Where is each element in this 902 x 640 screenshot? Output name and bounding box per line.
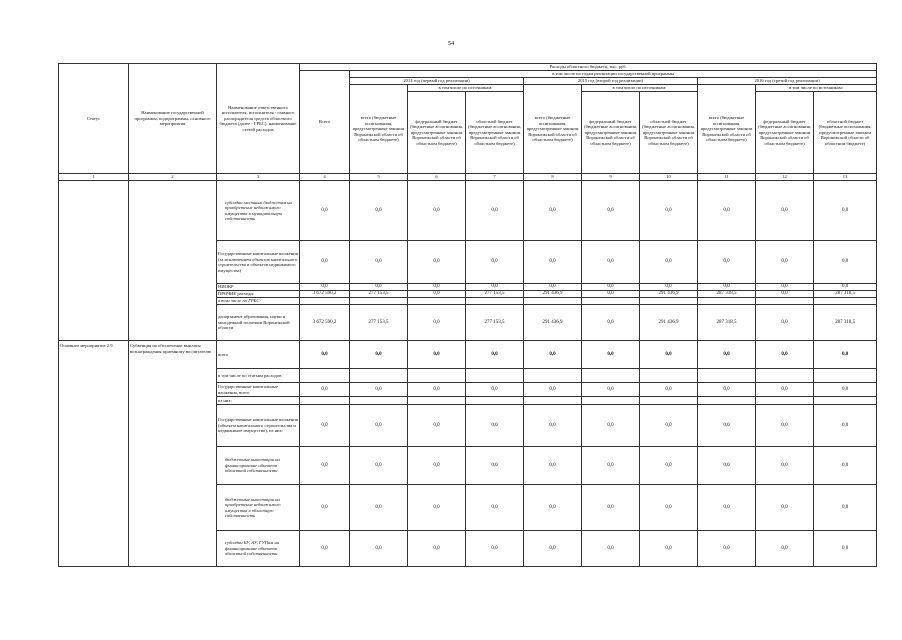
col-number: 8 xyxy=(524,174,582,181)
value-cell xyxy=(698,397,756,405)
value-cell: 0,0 xyxy=(640,405,698,447)
value-cell: 0,0 xyxy=(814,383,877,397)
value-cell: 0,0 xyxy=(756,291,814,298)
value-cell: 0,0 xyxy=(300,383,350,397)
header-2014-sources: в том числе по источникам: xyxy=(408,85,524,92)
value-cell: 0,0 xyxy=(466,284,524,291)
value-cell: 0,0 xyxy=(640,284,698,291)
value-cell xyxy=(408,369,466,383)
col-number: 12 xyxy=(756,174,814,181)
table-row xyxy=(59,181,877,241)
value-cell: 277 153,5 xyxy=(466,291,524,298)
value-cell: 0,0 xyxy=(408,531,466,567)
value-cell: 0,0 xyxy=(408,341,466,369)
col-number: 2 xyxy=(129,174,217,181)
value-cell: 0,0 xyxy=(524,383,582,397)
value-cell: 0,0 xyxy=(408,241,466,284)
expense-label: ПРОЧИЕ расходы xyxy=(217,291,300,298)
value-cell xyxy=(466,397,524,405)
value-cell: 0,0 xyxy=(524,284,582,291)
value-cell: 0,0 xyxy=(350,284,408,291)
value-cell: 0,0 xyxy=(582,341,640,369)
value-cell xyxy=(756,298,814,305)
value-cell: 3 672 590,2 xyxy=(300,305,350,341)
value-cell: 0,0 xyxy=(466,485,524,531)
value-cell: 0,0 xyxy=(756,181,814,241)
value-cell: 0,0 xyxy=(698,284,756,291)
value-cell: 0,0 xyxy=(300,284,350,291)
header-2016-sources: в том числе по источникам: xyxy=(756,85,877,92)
expense-label: бюджетные инвестиции на финансирование объектов областной собственности xyxy=(217,447,300,485)
expense-label: в том числе по ГРБС: xyxy=(217,298,300,305)
expense-label: бюджетные инвестиции на приобретение недвижимого имущества в областную собственность xyxy=(217,485,300,531)
header-status: Статус xyxy=(59,64,129,174)
value-cell: 0,0 xyxy=(524,485,582,531)
value-cell xyxy=(640,298,698,305)
value-cell: 0,0 xyxy=(524,447,582,485)
value-cell: 0,0 xyxy=(350,447,408,485)
table-row xyxy=(59,341,877,369)
value-cell: 0,0 xyxy=(756,405,814,447)
value-cell: 0,0 xyxy=(640,241,698,284)
col-number: 9 xyxy=(582,174,640,181)
value-cell: 0,0 xyxy=(350,485,408,531)
status-cell: Основное мероприятие 2.9 xyxy=(59,341,129,567)
value-cell: 287 318,5 xyxy=(698,305,756,341)
header-expenses: Расходы областного бюджета, тыс. руб. xyxy=(300,64,877,71)
value-cell: 0,0 xyxy=(466,405,524,447)
value-cell xyxy=(756,397,814,405)
col-number: 6 xyxy=(408,174,466,181)
value-cell: 277 153,5 xyxy=(350,291,408,298)
value-cell: 0,0 xyxy=(466,241,524,284)
header-2014-total: всего (бюджетные ассигнования, предусмотренные законом Воронежской области об областном бюджете) xyxy=(350,85,408,174)
value-cell: 0,0 xyxy=(814,341,877,369)
value-cell: 0,0 xyxy=(300,341,350,369)
value-cell: 0,0 xyxy=(814,531,877,567)
value-cell: 0,0 xyxy=(640,383,698,397)
value-cell: 0,0 xyxy=(582,181,640,241)
value-cell: 0,0 xyxy=(582,447,640,485)
value-cell: 291 436,9 xyxy=(524,305,582,341)
value-cell: 0,0 xyxy=(756,284,814,291)
value-cell xyxy=(756,369,814,383)
value-cell: 0,0 xyxy=(466,531,524,567)
value-cell: 0,0 xyxy=(524,241,582,284)
value-cell: 277 153,5 xyxy=(466,305,524,341)
col-number: 4 xyxy=(300,174,350,181)
value-cell: 0,0 xyxy=(350,383,408,397)
value-cell: 0,0 xyxy=(756,305,814,341)
value-cell: 0,0 xyxy=(466,181,524,241)
value-cell: 0,0 xyxy=(814,181,877,241)
expense-label: из них: xyxy=(217,397,300,405)
value-cell: 287 318,5 xyxy=(814,291,877,298)
value-cell xyxy=(582,397,640,405)
value-cell: 0,0 xyxy=(640,447,698,485)
expense-label: в том числе по статьям расходов xyxy=(217,369,300,383)
value-cell: 0,0 xyxy=(756,383,814,397)
value-cell: 0,0 xyxy=(698,181,756,241)
value-cell: 0,0 xyxy=(524,181,582,241)
value-cell: 0,0 xyxy=(300,241,350,284)
value-cell: 0,0 xyxy=(300,485,350,531)
value-cell: 0,0 xyxy=(524,531,582,567)
header-2015-federal: федеральный бюджет (бюджетные ассигнования, предусмотренные законом Воронежской области об областном бюджете) xyxy=(582,92,640,174)
header-2015-sources: в том числе по источникам: xyxy=(582,85,698,92)
value-cell: 0,0 xyxy=(408,181,466,241)
value-cell: 0,0 xyxy=(582,531,640,567)
value-cell xyxy=(582,298,640,305)
value-cell: 0,0 xyxy=(408,405,466,447)
value-cell xyxy=(640,369,698,383)
header-2014-federal: федеральный бюджет (бюджетные ассигнования, предусмотренные законом Воронежской области об областном бюджете) xyxy=(408,92,466,174)
col-number: 10 xyxy=(640,174,698,181)
value-cell: 0,0 xyxy=(466,383,524,397)
value-cell xyxy=(524,298,582,305)
value-cell xyxy=(350,298,408,305)
col-number: 7 xyxy=(466,174,524,181)
value-cell: 0,0 xyxy=(300,181,350,241)
expense-label: НИОКР xyxy=(217,284,300,291)
header-total: Всего xyxy=(300,71,350,174)
value-cell: 0,0 xyxy=(698,405,756,447)
header-2016-regional: областной бюджет (бюджетные ассигнования, предусмотренные законом Воронежской области об областном бюджете) xyxy=(814,92,877,174)
value-cell: 0,0 xyxy=(408,305,466,341)
value-cell: 0,0 xyxy=(814,284,877,291)
col-number: 13 xyxy=(814,174,877,181)
value-cell: 0,0 xyxy=(466,447,524,485)
value-cell: 0,0 xyxy=(756,341,814,369)
value-cell: 0,0 xyxy=(698,241,756,284)
value-cell xyxy=(814,397,877,405)
value-cell: 0,0 xyxy=(582,405,640,447)
value-cell xyxy=(300,397,350,405)
value-cell xyxy=(814,369,877,383)
value-cell xyxy=(300,369,350,383)
page-number: 54 xyxy=(447,40,455,47)
value-cell xyxy=(408,298,466,305)
value-cell: 0,0 xyxy=(350,181,408,241)
value-cell: 0,0 xyxy=(300,447,350,485)
value-cell xyxy=(814,298,877,305)
header-2016-total: всего (бюджетные ассигнования, предусмотренные законом Воронежской области об областном бюджете) xyxy=(698,85,756,174)
col-number: 3 xyxy=(217,174,300,181)
value-cell: 0,0 xyxy=(300,531,350,567)
value-cell xyxy=(524,369,582,383)
value-cell: 0,0 xyxy=(814,485,877,531)
value-cell: 0,0 xyxy=(640,485,698,531)
value-cell: 0,0 xyxy=(350,241,408,284)
value-cell xyxy=(698,298,756,305)
budget-table xyxy=(58,63,877,567)
value-cell: 287 318,5 xyxy=(698,291,756,298)
value-cell: 0,0 xyxy=(350,341,408,369)
value-cell: 0,0 xyxy=(814,447,877,485)
header-year-2015: 2015 год (второй год реализации) xyxy=(524,78,698,85)
value-cell: 0,0 xyxy=(582,284,640,291)
program-cell: Субвенция на обеспечение выплаты вознаграждения приемному воспитателю xyxy=(129,341,217,567)
value-cell: 0,0 xyxy=(640,341,698,369)
value-cell: 0,0 xyxy=(756,531,814,567)
value-cell: 0,0 xyxy=(408,291,466,298)
value-cell: 0,0 xyxy=(408,284,466,291)
value-cell: 0,0 xyxy=(582,291,640,298)
value-cell: 277 153,5 xyxy=(350,305,408,341)
value-cell xyxy=(466,369,524,383)
value-cell: 0,0 xyxy=(698,341,756,369)
expense-label: Государственные капитальные вложения (объекты капитального строительства и недвижимое имущество), из них: xyxy=(217,405,300,447)
value-cell: 0,0 xyxy=(756,485,814,531)
value-cell: 0,0 xyxy=(698,531,756,567)
expense-label: субсидии БУ, АУ, ГУПам на финансирование объектов областной собственности xyxy=(217,531,300,567)
value-cell: 0,0 xyxy=(466,341,524,369)
expense-label: Государственные капитальные вложения, всего xyxy=(217,383,300,397)
value-cell: 0,0 xyxy=(582,383,640,397)
value-cell xyxy=(350,369,408,383)
col-number: 1 xyxy=(59,174,129,181)
header-program-name: Наименование государственной программы, подпрограммы, основного мероприятия xyxy=(129,64,217,174)
value-cell: 0,0 xyxy=(698,447,756,485)
value-cell xyxy=(524,397,582,405)
value-cell: 0,0 xyxy=(640,181,698,241)
value-cell: 0,0 xyxy=(582,305,640,341)
value-cell: 0,0 xyxy=(698,383,756,397)
value-cell: 0,0 xyxy=(300,405,350,447)
value-cell xyxy=(698,369,756,383)
value-cell: 0,0 xyxy=(350,405,408,447)
header-2014-regional: областной бюджет (бюджетные ассигнования, предусмотренные законом Воронежской области об областном бюджете) xyxy=(466,92,524,174)
value-cell: 0,0 xyxy=(350,531,408,567)
value-cell: 287 318,5 xyxy=(814,305,877,341)
header-year-2014: 2014 год (первый год реализации) xyxy=(350,78,524,85)
value-cell xyxy=(640,397,698,405)
value-cell: 0,0 xyxy=(524,405,582,447)
header-2015-regional: областной бюджет (бюджетные ассигнования, предусмотренные законом Воронежской области об областном бюджете) xyxy=(640,92,698,174)
value-cell xyxy=(300,298,350,305)
value-cell: 0,0 xyxy=(814,241,877,284)
value-cell: 0,0 xyxy=(408,447,466,485)
value-cell: 291 436,9 xyxy=(640,291,698,298)
value-cell xyxy=(466,298,524,305)
expense-label: всего xyxy=(217,341,300,369)
value-cell: 0,0 xyxy=(640,531,698,567)
value-cell: 0,0 xyxy=(524,341,582,369)
program-cell xyxy=(129,181,217,341)
value-cell xyxy=(582,369,640,383)
status-cell xyxy=(59,181,129,341)
value-cell: 291 436,9 xyxy=(640,305,698,341)
value-cell: 0,0 xyxy=(582,485,640,531)
col-number: 5 xyxy=(350,174,408,181)
header-2016-federal: федеральный бюджет (бюджетные ассигнования, предусмотренные законом Воронежской области об областном бюджете) xyxy=(756,92,814,174)
header-executor: Наименование ответственного исполнителя, исполнителя - главного распорядителя средств областного бюджета (далее - ГРБС), наименование статей расходов xyxy=(217,64,300,174)
value-cell: 0,0 xyxy=(756,447,814,485)
header-2015-total: всего (бюджетные ассигнования, предусмотренные законом Воронежской области об областном бюджете) xyxy=(524,85,582,174)
expense-label: субсидии местным бюджетам на приобретение недвижимого имущества в муниципальную собственность xyxy=(217,181,300,241)
value-cell: 0,0 xyxy=(756,241,814,284)
header-year-2016: 2016 год (третий год реализации) xyxy=(698,78,877,85)
header-by-years: в том числе по годам реализации государственной программы xyxy=(350,71,877,78)
value-cell: 3 672 590,2 xyxy=(300,291,350,298)
column-number-row xyxy=(59,174,877,181)
value-cell: 0,0 xyxy=(814,405,877,447)
value-cell: 0,0 xyxy=(408,485,466,531)
expense-label: Государственные капитальные вложения (за исключением объектов капитального строительства и объектов недвижимого имущества) xyxy=(217,241,300,284)
value-cell xyxy=(408,397,466,405)
value-cell xyxy=(350,397,408,405)
value-cell: 0,0 xyxy=(582,241,640,284)
value-cell: 0,0 xyxy=(408,383,466,397)
value-cell: 291 436,9 xyxy=(524,291,582,298)
value-cell: 0,0 xyxy=(698,485,756,531)
col-number: 11 xyxy=(698,174,756,181)
expense-label: департамент образования, науки и молодежной политики Воронежской области xyxy=(217,305,300,341)
